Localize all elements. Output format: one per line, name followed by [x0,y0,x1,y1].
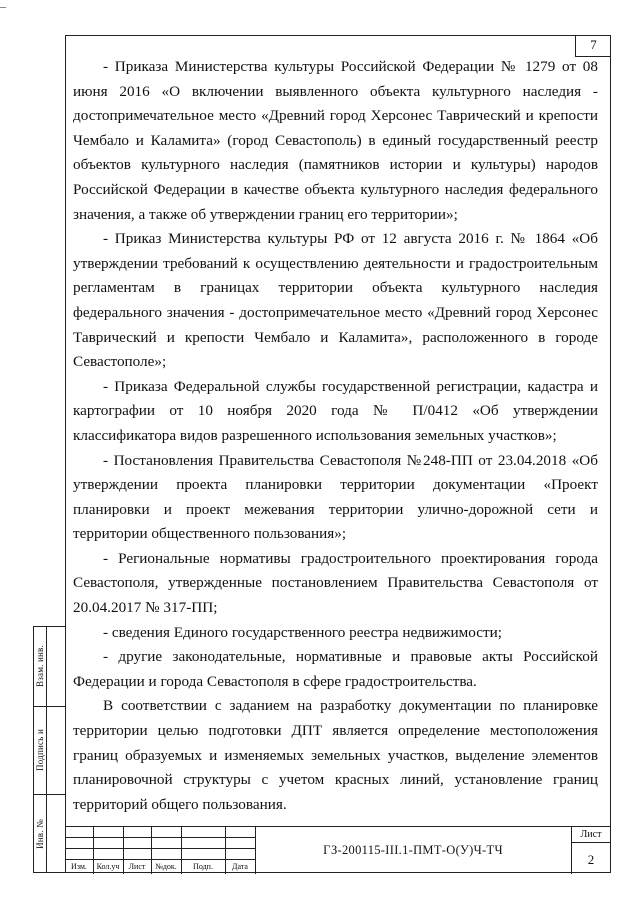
title-block-label-podp: Подп. [193,862,213,871]
side-stamp-vzam-inv [33,626,47,706]
document-body [73,55,598,817]
side-stamp-inv-no [33,794,47,873]
title-block [65,826,611,873]
paragraph-purpose: В соответствии с заданием на разработку документации по планировке территории целью подготовки ДПТ является определение местоположения границ образуемых и изменяемых земельных участков, выделение элементов планировочной структуры с учетом красных линий, установление границ территорий общего пользования. [73,697,598,813]
side-stamp-inv-no-label: Инв. № [34,818,45,849]
title-block-label-kol-uch: Кол.уч [96,862,120,871]
sheet-divider [571,842,611,843]
title-block-label-ndok: №док. [155,862,177,871]
sheet-number: 2 [587,852,595,867]
paragraph-resolution-248: - Постановления Правительства Севастополя №248-ПП от 23.04.2018 «Об утверждении проекта планировки территории документации «Проект планировки и проект межевания территории улично-дорожной сети и территории общественного пользования»; [73,451,598,543]
paragraph-order-1864: - Приказ Министерства культуры РФ от 12 августа 2016 г. № 1864 «Об утверждении требований к осуществлению деятельности и градостроительным регламентам в границах территории объекта культурного наследия федерального значения - достопримечательное место «Древний город Херсонес Таврический и крепости Чембало и Каламита», расположенного в городе Севастополе»; [73,230,598,371]
title-block-label-data: Дата [232,862,248,871]
side-stamp-podpis [33,706,47,794]
paragraph-egrn: - сведения Единого государственного реестра недвижимости; [103,623,502,641]
paragraph-order-p0412: - Приказа Федеральной службы государственной регистрации, кадастра и картографии от 10 ноября 2020 года № П/0412 «Об утверждении классификатора видов разрешенного использования земельных участков»; [73,377,598,444]
paragraph-order-1279: - Приказа Министерства культуры Российской Федерации № 1279 от 08 июня 2016 «О включении выявленного объекта культурного наследия - достопримечательное место «Древний город Херсонес Таврический и крепости Чембало и Каламита» (город Севастополь) в единый государственный реестр объектов культурного наследия (памятников истории и культуры) народов Российской Федерации в качестве объекта культурного наследия федерального значения, а также об утверждении границ его территории»; [73,58,598,223]
side-stamp-podpis-label: Подпись и [34,729,45,771]
document-code: ГЗ-200115-III.1-ПМТ-О(У)Ч-ТЧ [323,843,503,857]
side-stamp-vzam-inv-label: Взам. инв. [34,645,45,687]
page-number: 7 [575,35,611,57]
sheet-label: Лист [580,829,602,840]
paragraph-regional-norms: - Региональные нормативы градостроительного проектирования города Севастополя, утвержденные постановлением Правительства Севастополя от 20.04.2017 № 317-ПП; [73,549,598,617]
paragraph-other-acts: - другие законодательные, нормативные и правовые акты Российской Федерации и города Севастополя в сфере градостроительства. [73,648,598,690]
title-block-label-izm: Изм. [71,862,87,871]
corner-mark: – [0,0,6,13]
title-block-label-list: Лист [128,862,146,871]
